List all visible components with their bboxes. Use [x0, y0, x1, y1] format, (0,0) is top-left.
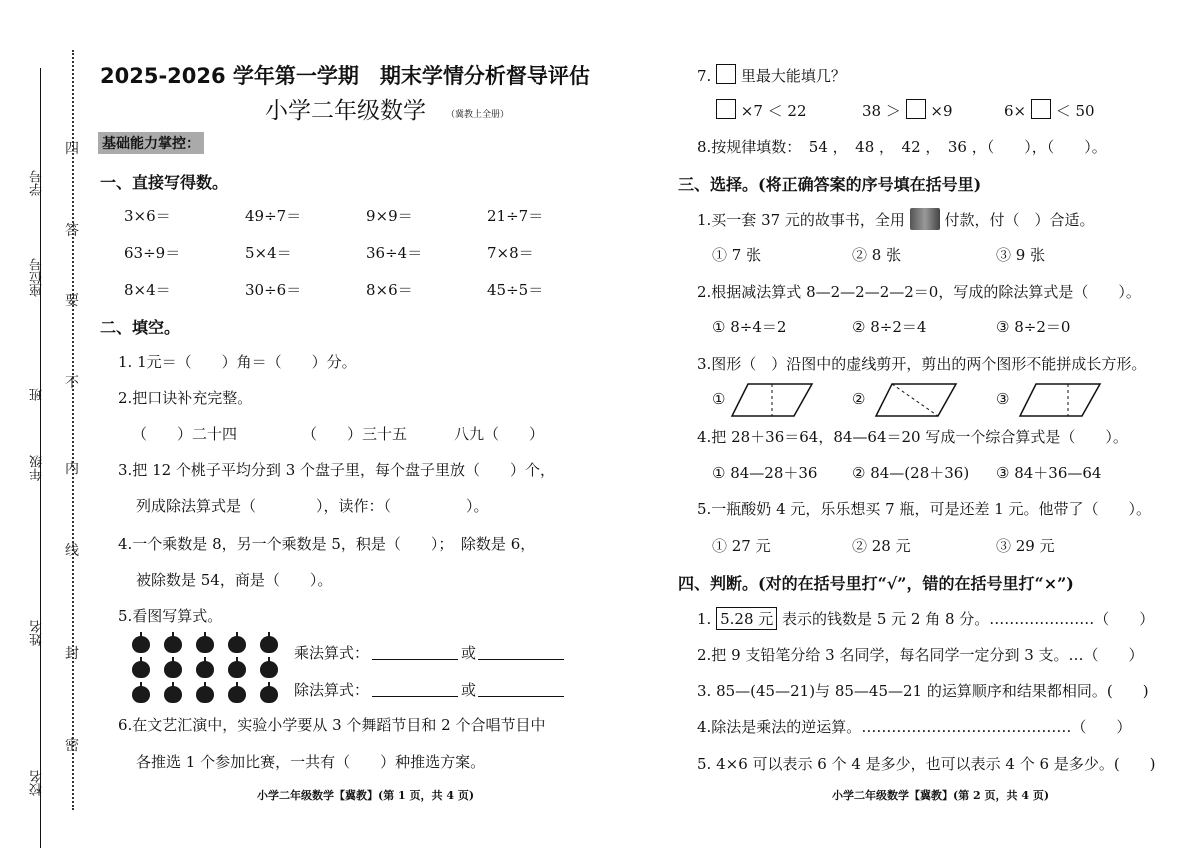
parallelogram-shape-1: [730, 382, 814, 418]
div-label: 除法算式：: [294, 681, 370, 699]
calc-item: 3×6＝: [124, 207, 171, 225]
choice-option[interactable]: ③ 29 元: [996, 537, 1055, 555]
apple-icon: [196, 636, 214, 653]
part2-heading: 二、填空。: [100, 318, 181, 337]
apple-icon: [132, 661, 150, 678]
section-banner: 基础能力掌控：: [98, 132, 204, 154]
fill-q3-line1: 3.把 12 个桃子平均分到 3 个盘子里，每个盘子里放（ ）个，: [118, 461, 556, 479]
choice-option[interactable]: ③ 84＋36—64: [996, 464, 1102, 482]
fill-q2-item: 八九（ ）: [454, 425, 545, 443]
apple-icon: [260, 636, 278, 653]
parallelogram-shape-2: [874, 382, 958, 418]
label-name: 姓名: [30, 620, 45, 646]
q7-expr-3: [1004, 99, 1095, 121]
div-blank-2[interactable]: [478, 696, 564, 697]
fill-q7: [697, 64, 846, 86]
calc-item: 9×9＝: [366, 207, 413, 225]
choice-q1-text: 付款，付（ ）合适。: [944, 211, 1095, 229]
seal-word-8: 密: [65, 738, 79, 754]
answer-box[interactable]: [906, 99, 926, 119]
choice-option[interactable]: ③: [996, 390, 1010, 408]
fill-q6-line2: 各推选 1 个参加比赛，一共有（ ）种推选方案。: [136, 753, 486, 771]
judge-q2: 2.把 9 支铅笔分给 3 名同学，每名同学一定分到 3 支。…（ ）: [697, 646, 1144, 664]
answer-box[interactable]: [716, 99, 736, 119]
answer-box[interactable]: [1031, 99, 1051, 119]
choice-option[interactable]: ③ 8÷2＝0: [996, 318, 1071, 336]
choice-option[interactable]: ② 8÷2＝4: [852, 318, 927, 336]
seal-word-1: 四: [65, 141, 79, 157]
choice-q1: [697, 208, 1095, 230]
choice-q2: 2.根据减法算式 8—2—2—2—2＝0，写成的除法算式是（ ）。: [697, 283, 1141, 301]
fill-q2-item: （ ）二十四: [132, 425, 238, 443]
answer-box[interactable]: [716, 64, 736, 84]
choice-q5: 5.一瓶酸奶 4 元，乐乐想买 7 瓶，可是还差 1 元。他带了（ ）。: [697, 500, 1152, 518]
q7-expr-text: ×7 ＜ 22: [740, 102, 807, 120]
seal-word-3: 要: [65, 293, 79, 309]
part4-heading: 四、判断。(对的在括号里打“√”，错的在括号里打“×”): [678, 574, 1074, 593]
choice-option[interactable]: ① 27 元: [712, 537, 771, 555]
label-class: 班: [30, 388, 45, 401]
q7-expr-text: ＜ 50: [1055, 102, 1095, 120]
fill-q2-item: （ ）三十五: [302, 425, 408, 443]
banknote-image: [910, 208, 940, 230]
seal-word-4: 不: [65, 375, 79, 391]
q7-expr-text: 6×: [1004, 102, 1027, 120]
choice-option[interactable]: ② 28 元: [852, 537, 911, 555]
q7-number: 7.: [697, 67, 712, 85]
fill-q5: 5.看图写算式。: [118, 607, 223, 625]
judge-q1-text: 表示的钱数是 5 元 2 角 8 分。…………………（ ）: [782, 610, 1155, 628]
calc-item: 30÷6＝: [245, 281, 302, 299]
or-label: 或: [461, 681, 477, 699]
calc-item: 36÷4＝: [366, 244, 423, 262]
q7-expr-2: [862, 99, 953, 121]
fill-q6-line1: 6.在文艺汇演中，实验小学要从 3 个舞蹈节目和 2 个合唱节目中: [118, 716, 546, 734]
apple-icon: [228, 636, 246, 653]
seal-word-6: 线: [65, 543, 79, 559]
label-student-number: 学号: [30, 170, 45, 196]
mult-blank-2[interactable]: [478, 659, 564, 660]
part3-heading: 三、选择。(将正确答案的序号填在括号里): [678, 175, 982, 194]
q7-text: 里最大能填几？: [740, 67, 846, 85]
seal-word-7: 封: [65, 646, 79, 662]
choice-option[interactable]: ②: [852, 390, 866, 408]
apple-icon: [132, 686, 150, 703]
judge-q3: 3. 85—(45—21)与 85—45—21 的运算顺序和结果都相同。( ): [697, 682, 1149, 700]
calc-item: 45÷5＝: [487, 281, 544, 299]
seal-word-2: 答: [65, 223, 79, 239]
fill-q3-line2: 列成除法算式是（ ），读作：（ ）。: [136, 497, 489, 515]
apple-icon: [260, 686, 278, 703]
q7-expr-1: [716, 99, 807, 121]
label-grade: 年级: [30, 455, 45, 481]
calc-item: 49÷7＝: [245, 207, 302, 225]
calc-item: 21÷7＝: [487, 207, 544, 225]
apple-icon: [164, 636, 182, 653]
seal-word-5: 内: [65, 461, 79, 477]
mult-label: 乘法算式：: [294, 644, 370, 662]
q7-expr-text: 38 ＞: [862, 102, 901, 120]
calc-item: 7×8＝: [487, 244, 534, 262]
footer-right: 小学二年级数学【冀教】(第 2 页，共 4 页): [832, 789, 1050, 802]
choice-option[interactable]: ③ 9 张: [996, 246, 1046, 264]
judge-q1-number: 1.: [697, 610, 712, 628]
fill-q1: 1. 1元＝（ ）角＝（ ）分。: [118, 353, 357, 371]
apple-icon: [164, 686, 182, 703]
calc-item: 5×4＝: [245, 244, 292, 262]
choice-q1-text: 1.买一套 37 元的故事书，全用: [697, 211, 905, 229]
price-tag: 5.28 元: [716, 607, 777, 630]
exam-title: 2025-2026 学年第一学期 期末学情分析督导评估: [100, 64, 590, 88]
seal-dotted-line: [72, 50, 74, 810]
mult-blank-1[interactable]: [372, 659, 458, 660]
fill-q4-line1: 4.一个乘数是 8，另一个乘数是 5，积是（ ）； 除数是 6，: [118, 535, 536, 553]
q7-expr-text: ×9: [930, 102, 953, 120]
footer-left: 小学二年级数学【冀教】(第 1 页，共 4 页): [257, 789, 475, 802]
div-blank-1[interactable]: [372, 696, 458, 697]
choice-q3: 3.图形（ ）沿图中的虚线剪开，剪出的两个图形不能拼成长方形。: [697, 355, 1147, 373]
calc-item: 63÷9＝: [124, 244, 181, 262]
choice-option[interactable]: ① 8÷4＝2: [712, 318, 787, 336]
choice-q4: 4.把 28＋36＝64，84—64＝20 写成一个综合算式是（ ）。: [697, 428, 1128, 446]
or-label: 或: [461, 644, 477, 662]
choice-option[interactable]: ② 84—(28＋36): [852, 464, 970, 482]
choice-option[interactable]: ① 84—28＋36: [712, 464, 818, 482]
part1-heading: 一、直接写得数。: [100, 173, 229, 192]
label-seat-number: 座位号: [30, 258, 45, 297]
choice-option[interactable]: ② 8 张: [852, 246, 902, 264]
apple-icon: [228, 661, 246, 678]
apple-icon: [196, 686, 214, 703]
fill-q8: 8.按规律填数： 54 ， 48 ， 42 ， 36 ，（ ），（ ）。: [697, 138, 1107, 156]
apple-icon: [228, 686, 246, 703]
apple-icon: [196, 661, 214, 678]
fill-q2: 2.把口诀补充完整。: [118, 389, 253, 407]
apple-icon: [132, 636, 150, 653]
calc-item: 8×4＝: [124, 281, 171, 299]
fill-q4-line2: 被除数是 54，商是（ ）。: [136, 571, 333, 589]
apple-icon: [260, 661, 278, 678]
apple-icon: [164, 661, 182, 678]
parallelogram-shape-3: [1018, 382, 1102, 418]
choice-option[interactable]: ①: [712, 390, 726, 408]
edition-note: （冀教上全册）: [446, 110, 510, 120]
exam-subtitle: 小学二年级数学: [265, 98, 426, 124]
calc-item: 8×6＝: [366, 281, 413, 299]
choice-option[interactable]: ① 7 张: [712, 246, 762, 264]
judge-q4: 4.除法是乘法的逆运算。……………………………………（ ）: [697, 718, 1132, 736]
judge-q1: [697, 607, 1154, 630]
label-school: 校名: [30, 770, 45, 796]
judge-q5: 5. 4×6 可以表示 6 个 4 是多少，也可以表示 4 个 6 是多少。( ): [697, 755, 1156, 773]
